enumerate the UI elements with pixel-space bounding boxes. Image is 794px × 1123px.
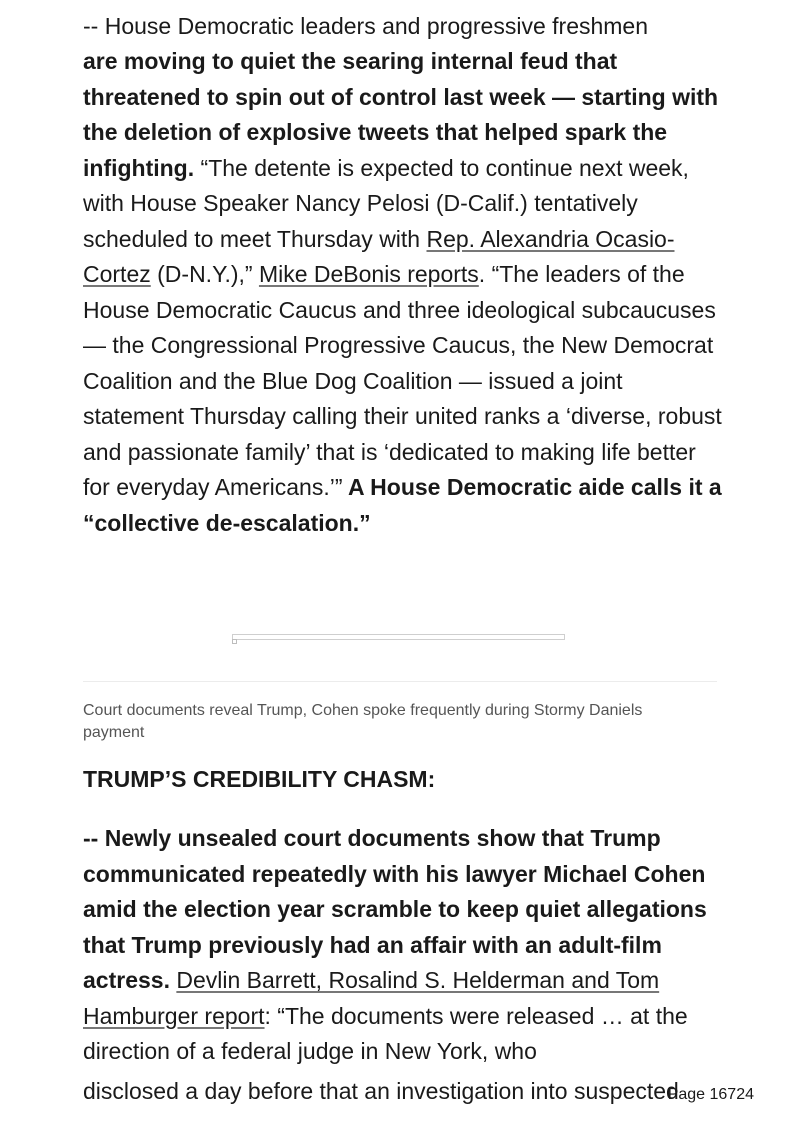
section-heading: TRUMP’S CREDIBILITY CHASM: bbox=[83, 766, 436, 792]
embedded-video-placeholder[interactable] bbox=[232, 634, 565, 640]
paragraph-bold-tail: A House Democratic aide calls it a “collective de-escalation.” bbox=[83, 474, 722, 536]
link-rep-ocasio-cortez[interactable]: Rep. Alexandria Ocasio-Cortez bbox=[83, 225, 675, 287]
paragraph-text: : “The documents were released … at the direction of a federal judge in New York, who bbox=[83, 1002, 688, 1064]
article-paragraph-democrats bbox=[83, 44, 723, 541]
clipped-top-line bbox=[83, 13, 723, 40]
paragraph-text: “The detente is expected to continue next week, with House Speaker Nancy Pelosi (D-Calif.) tentatively scheduled to meet Thursday with bbox=[83, 154, 689, 252]
divider bbox=[83, 681, 717, 682]
link-mike-debonis-reports[interactable]: Mike DeBonis reports bbox=[258, 261, 479, 287]
page-number: Page 16724 bbox=[667, 1086, 754, 1103]
link-barrett-helderman-hamburger-report[interactable]: Devlin Barrett, Rosalind S. Helderman and Tom Hamburger report bbox=[83, 967, 660, 1029]
article-paragraph-trump-cohen bbox=[83, 821, 723, 1070]
clipped-top-text: -- House Democratic leaders and progressive freshmen bbox=[83, 13, 649, 39]
clipped-bottom-text: disclosed a day before that an investigation into suspected bbox=[83, 1078, 679, 1104]
paragraph-text: . “The leaders of the House Democratic Caucus and three ideological subcaucuses — the Congressional Progressive Caucus, the New Democrat Coalition and the Blue Dog Coalition — issued a joint statement Thursday calling their united ranks a ‘diverse, robust and passionate family’ that is ‘dedicated to making life better for everyday Americans.’” bbox=[83, 261, 722, 500]
paragraph-bold-lead: -- Newly unsealed court documents show that Trump communicated repeatedly with his lawyer Michael Cohen amid the election year scramble to keep quiet allegations that Trump previously had an affair with an adult-film actress. bbox=[83, 825, 707, 993]
video-caption: Court documents reveal Trump, Cohen spoke frequently during Stormy Daniels payment bbox=[83, 702, 643, 741]
paragraph-bold-lead: are moving to quiet the searing internal feud that threatened to spin out of control last week — starting with the deletion of explosive tweets that helped spark the infighting. bbox=[83, 48, 719, 181]
paragraph-text: (D-N.Y.),” bbox=[150, 261, 259, 287]
